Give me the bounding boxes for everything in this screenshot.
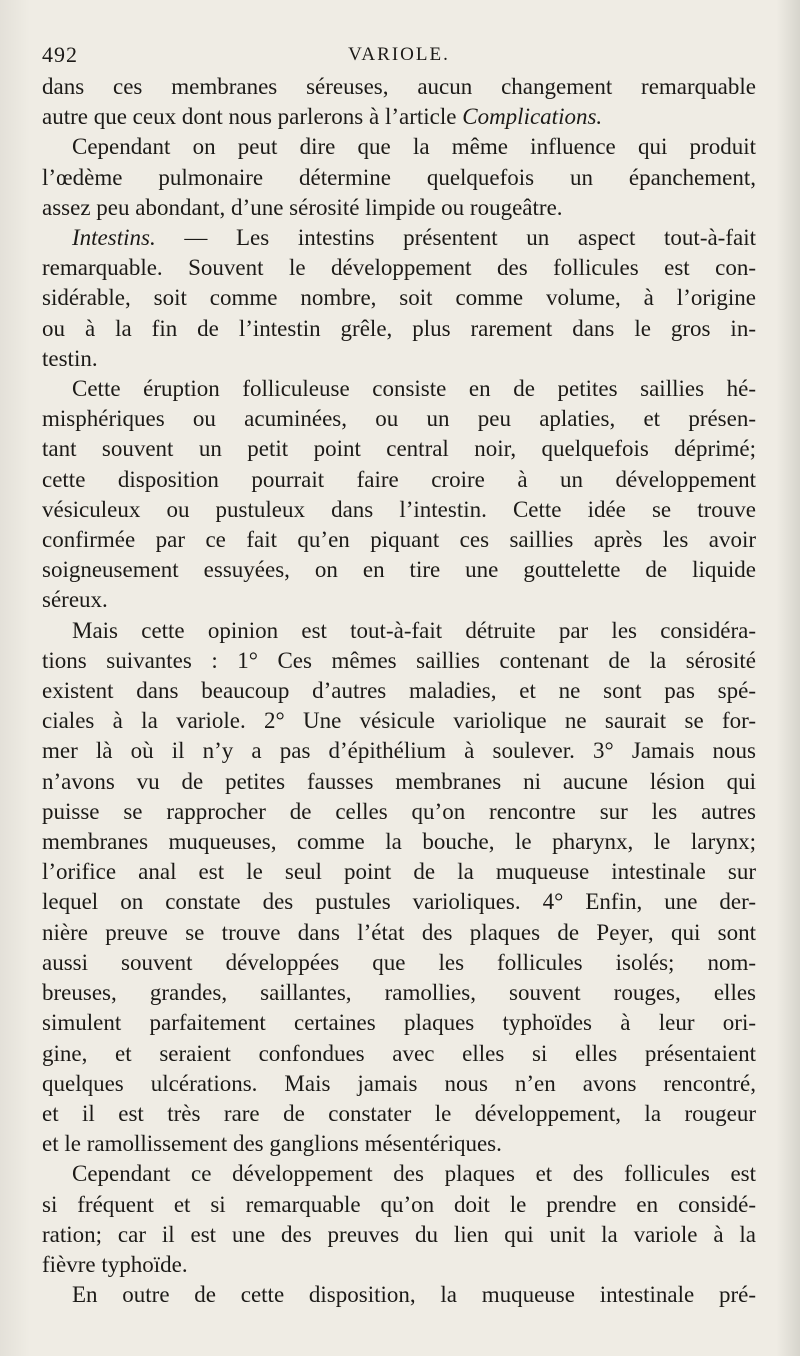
body-text: [42, 72, 756, 1310]
text-line: existent dans beaucoup d’autres maladies, et ne sont pas spé-: [42, 678, 756, 704]
text-line: [42, 223, 756, 253]
text-line: lequel on constate des pustules varioliques. 4° Enfin, une der-: [42, 889, 756, 915]
paragraph: [42, 616, 756, 1160]
text-line: l’orifice anal est le seul point de la muqueuse intestinale sur: [42, 859, 756, 885]
text-line: gine, et seraient confondues avec elles si elles présentaient: [42, 1040, 756, 1066]
line-text: autre que ceux dont nous parlerons à l’article: [42, 104, 463, 130]
text-line: puisse se rapprocher de celles qu’on rencontre sur les autres: [42, 798, 756, 824]
text-line: quelques ulcérations. Mais jamais nous n’en avons rencontré,: [42, 1070, 756, 1096]
running-head: [42, 38, 756, 72]
text-line: confirmée par ce fait qu’en piquant ces saillies après les avoir: [42, 527, 756, 553]
text-line: membranes muqueuses, comme la bouche, le pharynx, le larynx;: [42, 829, 756, 855]
paragraph: [42, 1280, 756, 1310]
text-line: remarquable. Souvent le développement des follicules est con-: [42, 255, 756, 281]
text-line: ciales à la variole. 2° Une vésicule variolique ne saurait se for-: [42, 708, 756, 734]
text-line: fièvre typhoïde.: [42, 1251, 188, 1277]
text-line: mer là où il n’y a pas d’épithélium à soulever. 3° Jamais nous: [42, 738, 756, 764]
text-line: assez peu abondant, d’une sérosité limpide ou rougeâtre.: [42, 194, 563, 220]
text-line: Cependant ce développement des plaques et des follicules est: [72, 1161, 756, 1187]
paragraph: [42, 72, 756, 132]
text-line: aussi souvent développées que les follicules isolés; nom-: [42, 949, 756, 975]
text-line: Cette éruption folliculeuse consiste en de petites saillies hé-: [72, 376, 756, 402]
text-line: n’avons vu de petites fausses membranes ni aucune lésion qui: [42, 768, 756, 794]
text-line: ou à la fin de l’intestin grêle, plus rarement dans le gros in-: [42, 315, 756, 341]
text-line: tions suivantes : 1° Ces mêmes saillies contenant de la sérosité: [42, 647, 756, 673]
text-line: testin.: [42, 345, 98, 371]
text-line: En outre de cette disposition, la muqueuse intestinale pré-: [72, 1282, 756, 1308]
text-line: si fréquent et si remarquable qu’on doit le prendre en considé-: [42, 1191, 756, 1217]
text-line: ration; car il est une des preuves du lien qui unit la variole à la: [42, 1221, 756, 1247]
page-number: 492: [42, 42, 78, 67]
paragraph: [42, 223, 756, 374]
text-line: séreux.: [42, 587, 108, 613]
text-line: cette disposition pourrait faire croire à un développement: [42, 466, 756, 492]
text-line: et le ramollissement des ganglions mésentériques.: [42, 1131, 502, 1157]
paragraph: [42, 1159, 756, 1280]
text-line: tant souvent un petit point central noir, quelquefois déprimé;: [42, 436, 756, 462]
line-text: — Les intestins présentent un aspect tout-à-fait: [155, 225, 756, 251]
paragraph: [42, 132, 756, 223]
text-line: l’œdème pulmonaire détermine quelquefois un épanchement,: [42, 164, 756, 190]
italic-term: Complications.: [462, 104, 603, 130]
text-line: Mais cette opinion est tout-à-fait détruite par les considéra-: [72, 617, 756, 643]
text-line: vésiculeux ou pustuleux dans l’intestin. Cette idée se trouve: [42, 496, 756, 522]
text-line: Cependant on peut dire que la même influence qui produit: [72, 134, 756, 160]
text-line: misphériques ou acuminées, ou un peu aplaties, et présen-: [42, 406, 756, 432]
italic-heading: Intestins.: [72, 225, 156, 251]
text-line: breuses, grandes, saillantes, ramollies, souvent rouges, elles: [42, 980, 756, 1006]
text-line: dans ces membranes séreuses, aucun changement remarquable: [42, 74, 756, 99]
running-title: VARIOLE.: [348, 44, 450, 65]
text-line: nière preuve se trouve dans l’état des plaques de Peyer, qui sont: [42, 919, 756, 945]
text-line: simulent parfaitement certaines plaques typhoïdes à leur ori-: [42, 1010, 756, 1036]
text-line: soigneusement essuyées, on en tire une gouttelette de liquide: [42, 557, 756, 583]
text-line: et il est très rare de constater le développement, la rougeur: [42, 1100, 756, 1126]
text-line: [42, 102, 756, 132]
text-line: sidérable, soit comme nombre, soit comme volume, à l’origine: [42, 285, 756, 311]
paragraph: [42, 374, 756, 616]
